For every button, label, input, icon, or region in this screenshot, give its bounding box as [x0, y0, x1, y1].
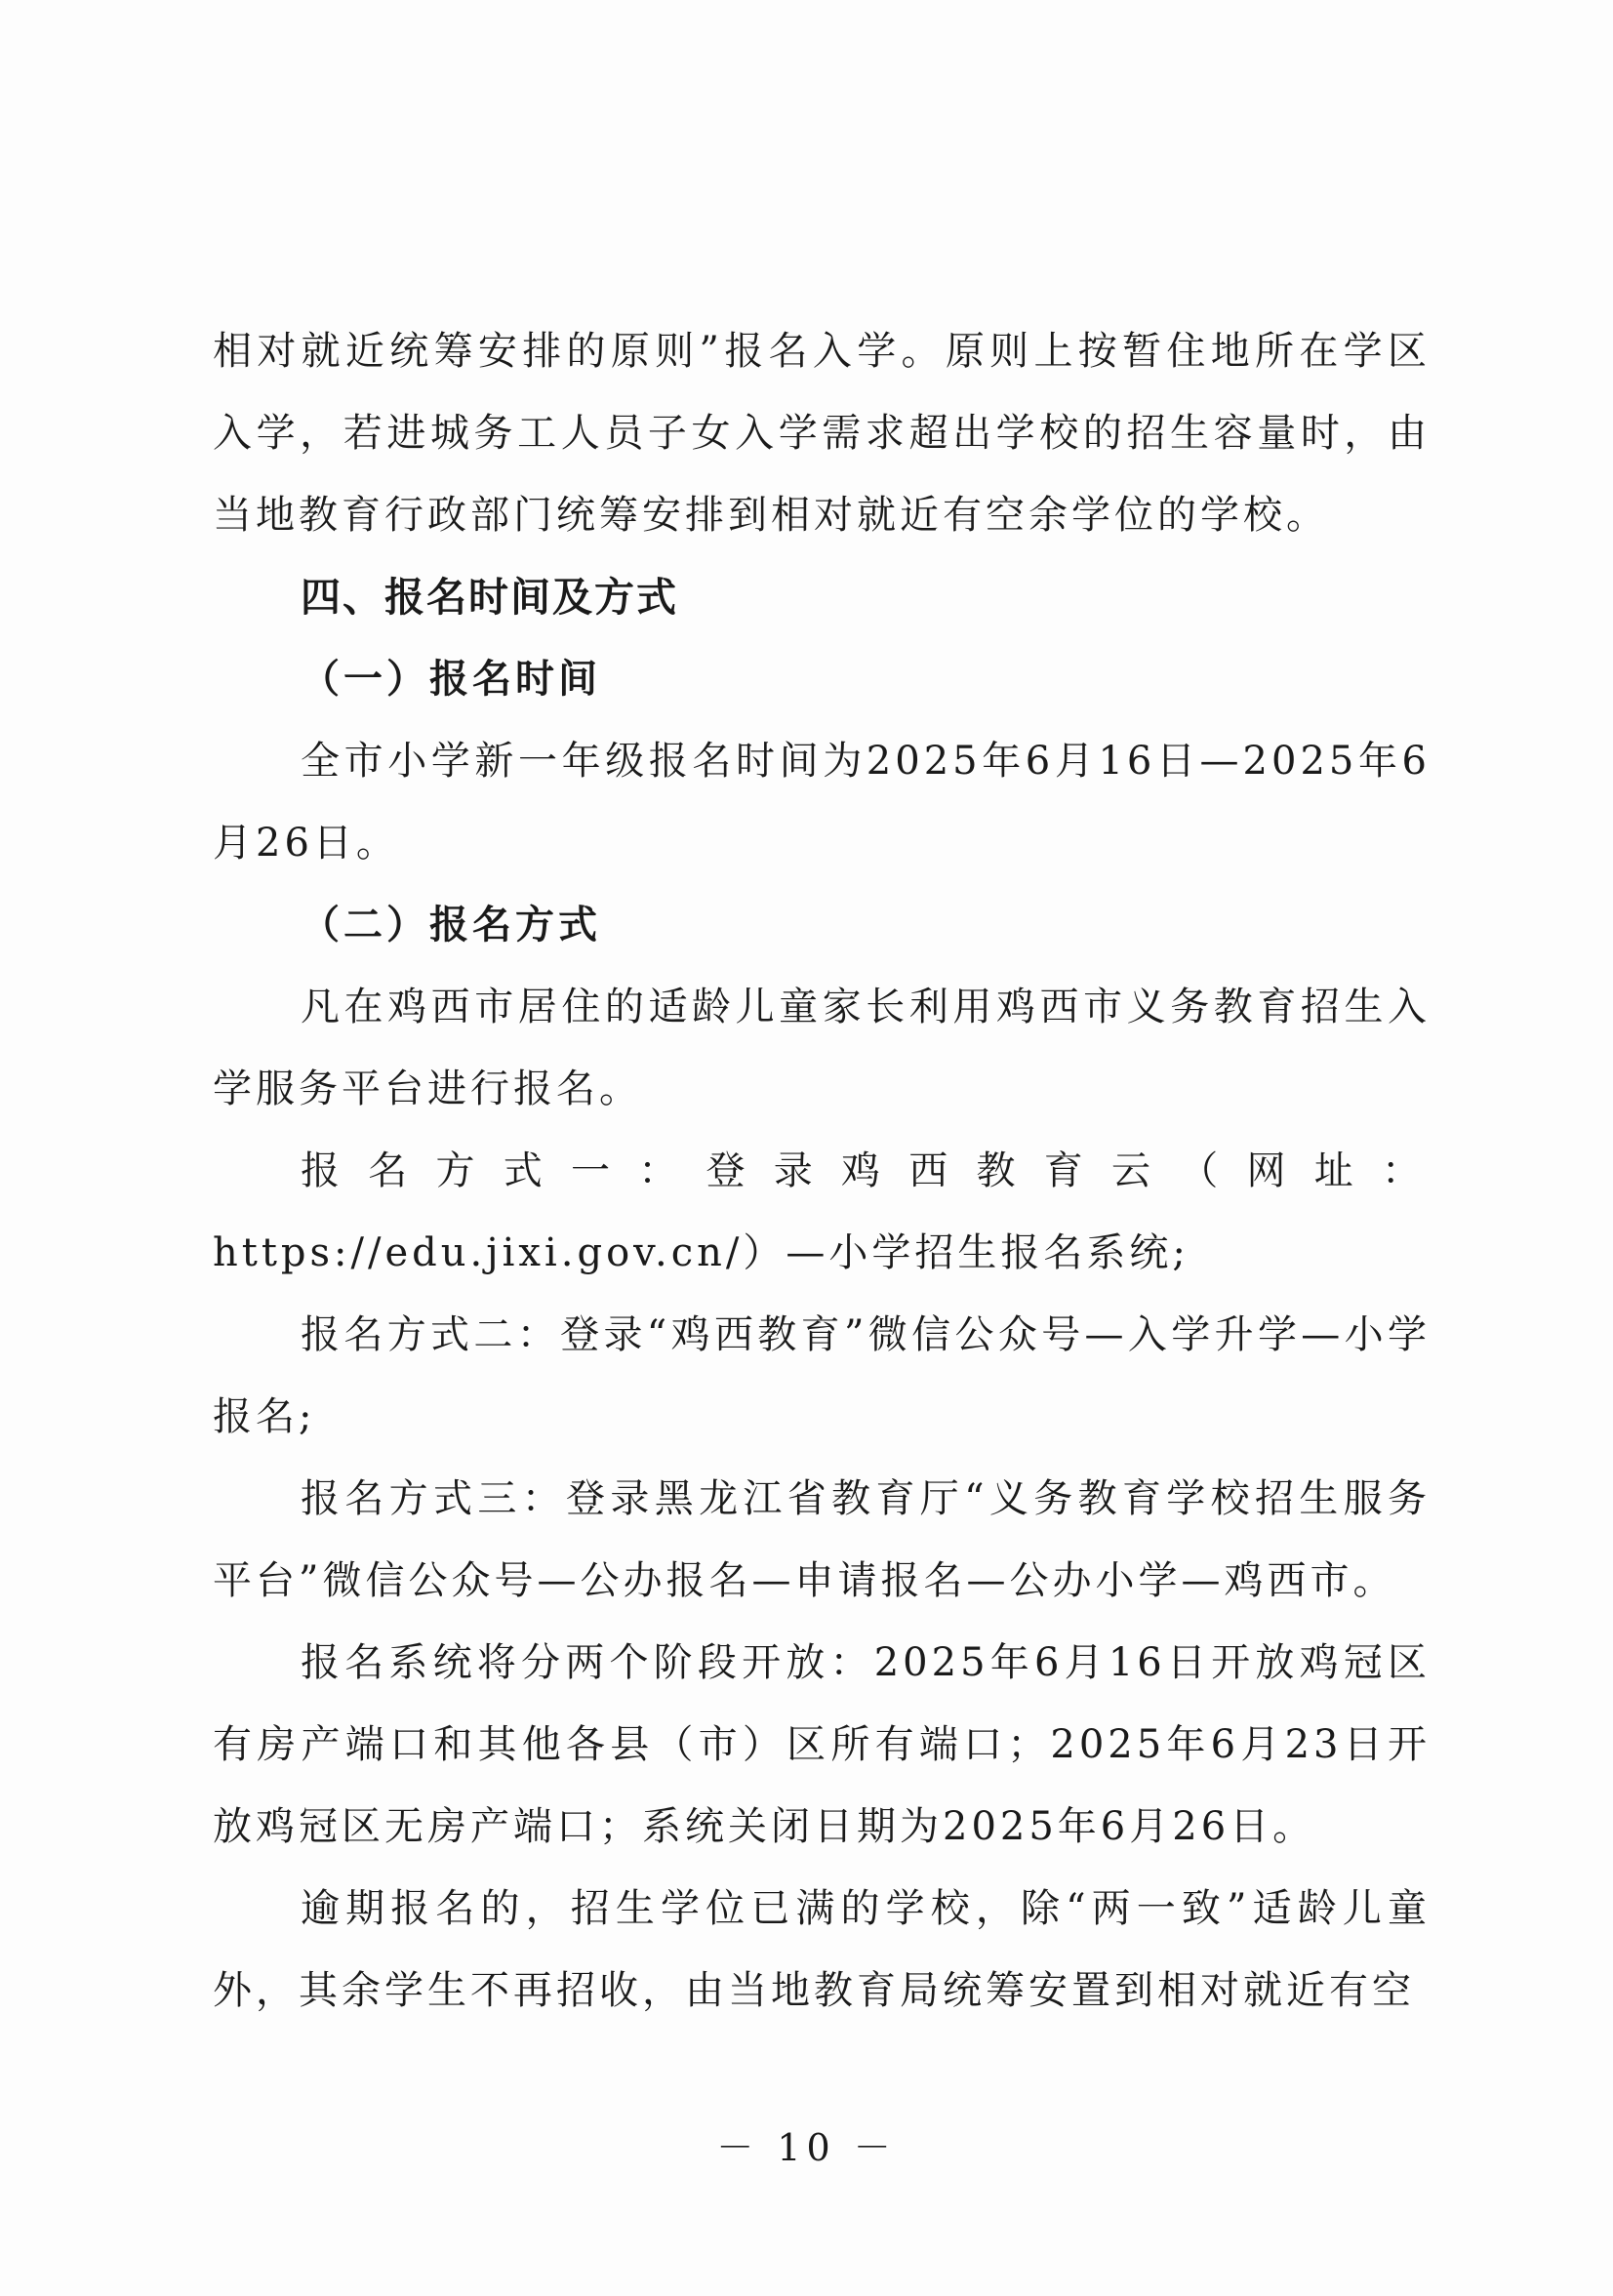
- method-one-line-2: https://edu.jixi.gov.cn/）—小学招生报名系统;: [213, 1230, 1190, 1275]
- page-number: － 10 －: [716, 2126, 897, 2169]
- method-three: 报名方式三：登录黑龙江省教育厅“义务教育学校招生服务平台”微信公众号—公办报名—申请报名—公办小学—鸡西市。: [213, 1476, 1431, 1603]
- section-heading-registration: 四、报名时间及方式: [301, 574, 678, 621]
- paragraph-phases: 报名系统将分两个阶段开放：2025年6月16日开放鸡冠区有房产端口和其他各县（市）区所有端口；2025年6月23日开放鸡冠区无房产端口；系统关闭日期为2025年6月26日。: [213, 1640, 1431, 1849]
- method-two: 报名方式二：登录“鸡西教育”微信公众号—入学升学—小学报名;: [213, 1312, 1431, 1439]
- subheading-registration-time: （一）报名时间: [301, 656, 601, 702]
- paragraph-overdue: 逾期报名的，招生学位已满的学校，除“两一致”适龄儿童外，其余学生不再招收，由当地教育局统筹安置到相对就近有空: [213, 1886, 1431, 2013]
- document-body: [213, 310, 1431, 2032]
- subheading-registration-method: （二）报名方式: [301, 902, 601, 947]
- paragraph-registration-method: 凡在鸡西市居住的适龄儿童家长利用鸡西市义务教育招生入学服务平台进行报名。: [213, 985, 1431, 1111]
- paragraph-registration-time: 全市小学新一年级报名时间为2025年6月16日—2025年6月26日。: [213, 739, 1431, 866]
- paragraph-intro: 相对就近统筹安排的原则”报名入学。原则上按暂住地所在学区入学，若进城务工人员子女入学需求超出学校的招生容量时，由当地教育行政部门统筹安排到相对就近有空余学位的学校。: [213, 329, 1431, 538]
- method-one-line-1: 报名方式一：登录鸡西教育云（网址：: [301, 1148, 1431, 1193]
